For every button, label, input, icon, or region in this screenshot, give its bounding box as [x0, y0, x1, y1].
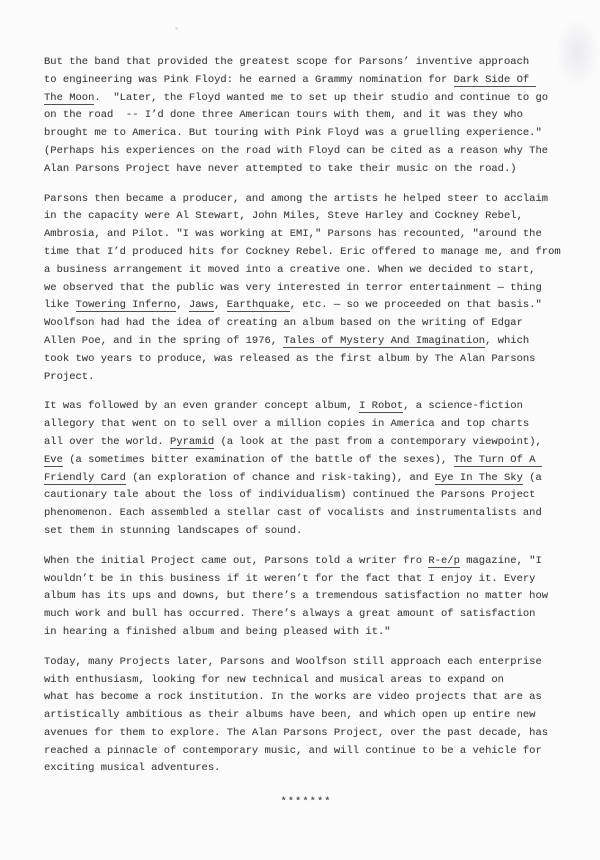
text-segment: (a [522, 471, 542, 484]
document-text [44, 54, 568, 778]
paragraph [44, 553, 568, 642]
text-segment: took two years to produce, was released as the first album by The Alan Parsons [44, 352, 536, 365]
text-line [44, 54, 568, 72]
underlined-text: Pyramid [170, 435, 215, 448]
text-segment: Woolfson had had the idea of creating an album based on the writing of Edgar [44, 317, 523, 330]
text-segment: (Perhaps his experiences on the road with Floyd can be cited as a reason why The [44, 144, 549, 157]
text-segment: . "Later, the Floyd wanted me to set up their studio and continue to go [94, 91, 549, 104]
text-line [44, 487, 568, 505]
text-segment: a business arrangement it moved into a creative one. When we decided to start, [44, 263, 536, 276]
text-line [44, 161, 568, 179]
text-segment: It was followed by an even grander concept album, [44, 400, 360, 413]
text-line [44, 571, 568, 589]
text-line [44, 333, 568, 351]
underlined-text: Eve [44, 453, 63, 466]
text-segment: allegory that went on to sell over a million copies in America and top charts [44, 418, 530, 431]
text-line [44, 72, 568, 90]
text-line [44, 90, 568, 108]
paragraph [44, 54, 568, 179]
text-line [44, 523, 568, 541]
text-segment: with enthusiasm, looking for new technical and musical areas to expand on [44, 673, 504, 686]
text-line [44, 707, 568, 725]
text-line [44, 226, 568, 244]
text-line [44, 369, 568, 387]
text-segment: Parsons then became a producer, and among the artists he helped steer to acclaim [44, 192, 549, 205]
underlined-text: Friendly Card [44, 471, 126, 484]
text-segment: , [214, 299, 227, 312]
text-segment: , etc. — so we proceeded on that basis." [289, 299, 542, 312]
text-line [44, 416, 568, 434]
text-line [44, 654, 568, 672]
text-segment: exciting musical adventures. [44, 762, 221, 775]
text-line [44, 315, 568, 333]
text-line [44, 191, 568, 209]
text-segment: wouldn’t be in this business if it weren’t for the fact that I enjoy it. Every [44, 572, 536, 585]
underlined-text: R-e/p [428, 554, 460, 567]
underlined-text: Earthquake [226, 299, 290, 312]
text-line [44, 553, 568, 571]
text-segment: cautionary tale about the loss of individualism) continued the Parsons Project [44, 489, 536, 502]
text-segment: phenomenon. Each assembled a stellar cast of vocalists and instrumentalists and [44, 507, 542, 520]
text-segment: like [44, 299, 76, 312]
text-segment: artistically ambitious as their albums have been, and which open up entire new [44, 709, 536, 722]
text-line [44, 689, 568, 707]
text-segment: what has become a rock institution. In the works are video projects that are as [44, 691, 542, 704]
text-segment: brought me to America. But touring with Pink Floyd was a gruelling experience." [44, 127, 542, 140]
text-line [44, 606, 568, 624]
underlined-text: Dark Side Of [453, 73, 536, 86]
text-line [44, 452, 568, 470]
text-line [44, 208, 568, 226]
text-line [44, 262, 568, 280]
text-segment: much work and bull has occurred. There’s always a great amount of satisfaction [44, 608, 536, 621]
underlined-text: The Turn Of A [453, 453, 542, 466]
text-segment: Alan Parsons Project have never attempted to take their music on the road.) [44, 162, 517, 175]
scan-dot-artifact [175, 27, 178, 30]
text-line [44, 505, 568, 523]
text-segment: When the initial Project came out, Parsons told a writer fro [44, 554, 429, 567]
paragraph [44, 654, 568, 779]
paragraph [44, 398, 568, 540]
text-segment: (an exploration of chance and risk-taking), and [125, 471, 435, 484]
text-line [44, 470, 568, 488]
text-segment: to engineering was Pink Floyd: he earned a Grammy nomination for [44, 73, 454, 86]
typewritten-page [44, 54, 568, 812]
text-line [44, 725, 568, 743]
footer-separator: ******* [280, 796, 332, 809]
text-segment: in hearing a finished album and being pleased with it." [44, 625, 391, 638]
text-segment: Allen Poe, and in the spring of 1976, [44, 334, 284, 347]
text-segment: , [176, 299, 189, 312]
text-segment: (a sometimes bitter examination of the battle of the sexes), [62, 453, 454, 466]
text-segment: , which [485, 334, 530, 347]
text-segment: Project. [44, 370, 95, 383]
text-segment: , a science-fiction [403, 400, 523, 413]
text-segment: we observed that the public was very interested in terror entertainment — thing [44, 281, 542, 294]
text-segment: But the band that provided the greatest scope for Parsons’ inventive approach [44, 56, 530, 68]
underlined-text: Towering Inferno [75, 299, 177, 312]
text-segment: on the road -- I’d done three American tours with them, and it was they who [44, 109, 523, 122]
underlined-text: Jaws [188, 299, 215, 312]
text-segment: in the capacity were Al Stewart, John Miles, Steve Harley and Cockney Rebel, [44, 210, 523, 223]
text-segment: time that I’d produced hits for Cockney Rebel. Eric offered to manage me, and from [44, 245, 561, 258]
text-segment: (a look at the past from a contemporary viewpoint), [214, 435, 542, 448]
text-line [44, 280, 568, 298]
underlined-text: Tales of Mystery And Imagination [283, 334, 486, 347]
text-segment: album has its ups and downs, but there’s a tremendous satisfaction no matter how [44, 590, 549, 603]
text-line [44, 760, 568, 778]
underlined-text: I Robot [359, 400, 404, 413]
text-line [44, 588, 568, 606]
underlined-text: The Moon [44, 91, 95, 104]
text-segment: Today, many Projects later, Parsons and Woolfson still approach each enterprise [44, 655, 542, 668]
text-segment: all over the world. [44, 435, 171, 448]
text-segment: magazine, "I [459, 554, 542, 567]
text-line [44, 125, 568, 143]
text-segment: reached a pinnacle of contemporary music, and will continue to be a vehicle for [44, 744, 542, 757]
text-line [44, 434, 568, 452]
underlined-text: Eye In The Sky [434, 471, 523, 484]
text-line [44, 743, 568, 761]
text-segment: avenues for them to explore. The Alan Parsons Project, over the past decade, has [44, 726, 549, 739]
text-segment: set them in stunning landscapes of sound. [44, 524, 303, 537]
text-line [44, 351, 568, 369]
text-line [44, 398, 568, 416]
text-line [44, 672, 568, 690]
paragraph [44, 191, 568, 387]
text-segment: Ambrosia, and Pilot. "I was working at EMI," Parsons has recounted, "around the [44, 228, 542, 241]
text-line [44, 107, 568, 125]
text-line [44, 297, 568, 315]
text-line [44, 244, 568, 262]
text-line [44, 624, 568, 642]
text-line [44, 143, 568, 161]
